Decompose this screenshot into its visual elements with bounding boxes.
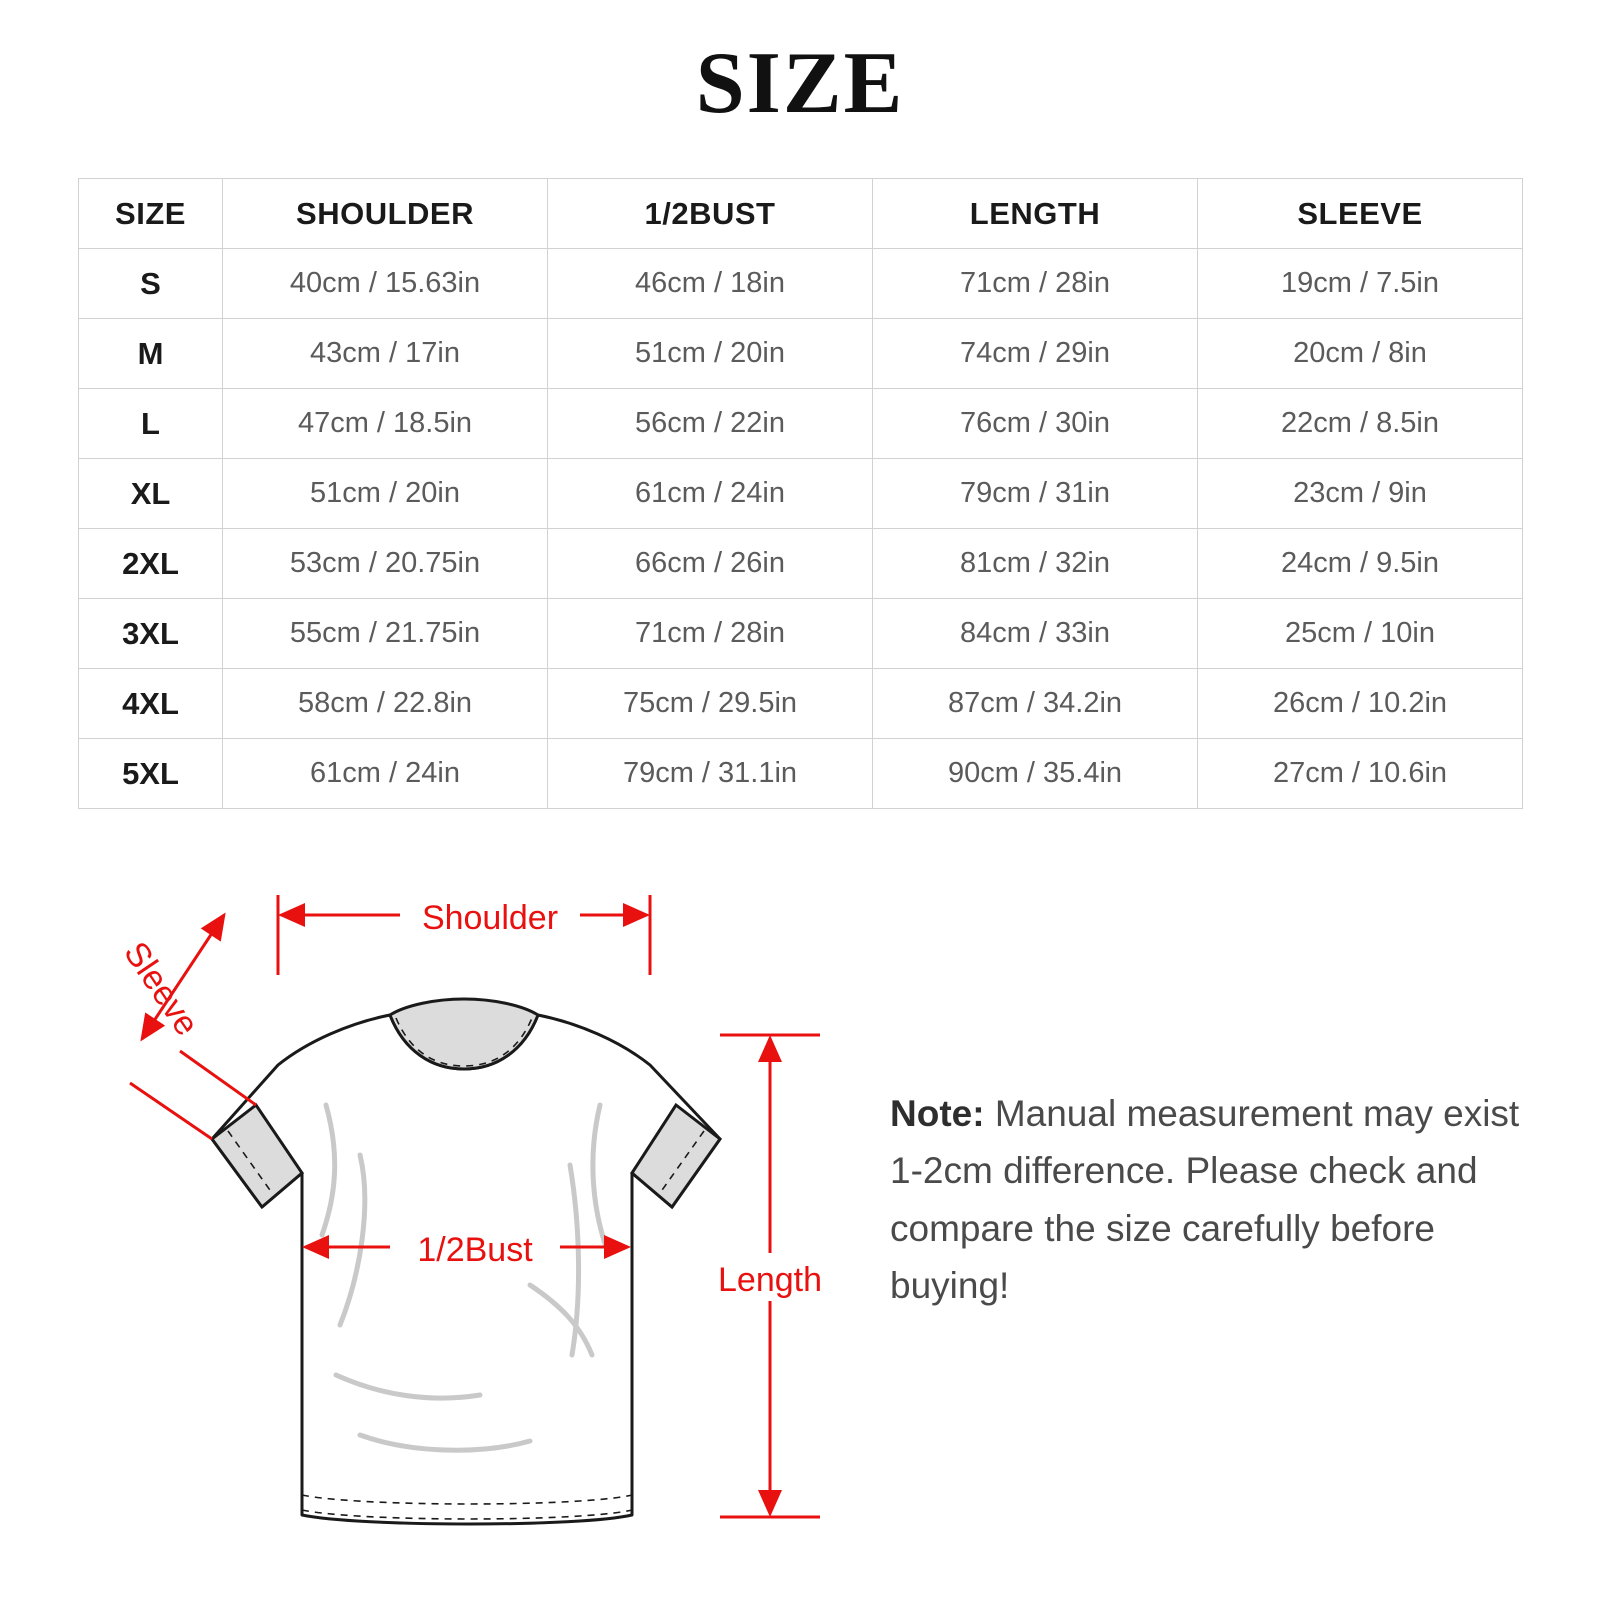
cell-half-bust: 66cm / 26in xyxy=(548,529,873,599)
shoulder-dimension xyxy=(278,891,650,975)
shoulder-label: Shoulder xyxy=(421,899,559,937)
cell-sleeve: 27cm / 10.6in xyxy=(1198,739,1523,809)
cell-shoulder: 40cm / 15.63in xyxy=(223,249,548,319)
cell-size: S xyxy=(79,249,223,319)
cell-length: 74cm / 29in xyxy=(873,319,1198,389)
table-header-row xyxy=(79,179,1523,249)
column-header-size: SIZE xyxy=(79,179,223,249)
cell-half-bust: 51cm / 20in xyxy=(548,319,873,389)
measurement-diagram xyxy=(60,855,860,1555)
cell-shoulder: 51cm / 20in xyxy=(223,459,548,529)
sleeve-label: Sleeve xyxy=(116,935,206,1043)
cell-half-bust: 61cm / 24in xyxy=(548,459,873,529)
table-row xyxy=(79,599,1523,669)
cell-half-bust: 75cm / 29.5in xyxy=(548,669,873,739)
note-prefix: Note: xyxy=(890,1093,985,1134)
page-title: SIZE xyxy=(695,35,905,132)
cell-length: 87cm / 34.2in xyxy=(873,669,1198,739)
cell-length: 90cm / 35.4in xyxy=(873,739,1198,809)
cell-size: 4XL xyxy=(79,669,223,739)
cell-sleeve: 24cm / 9.5in xyxy=(1198,529,1523,599)
cell-sleeve: 26cm / 10.2in xyxy=(1198,669,1523,739)
cell-length: 71cm / 28in xyxy=(873,249,1198,319)
half-bust-label: 1/2Bust xyxy=(417,1231,533,1269)
cell-size: 3XL xyxy=(79,599,223,669)
length-label: Length xyxy=(718,1261,822,1299)
column-header-shoulder: SHOULDER xyxy=(223,179,548,249)
cell-length: 76cm / 30in xyxy=(873,389,1198,459)
sleeve-dimension xyxy=(116,915,256,1139)
table-row xyxy=(79,249,1523,319)
size-table xyxy=(78,178,1523,809)
table-row xyxy=(79,319,1523,389)
note-text: Manual measurement may exist 1-2cm difference. Please check and compare the size carefully before buying! xyxy=(890,1093,1520,1307)
cell-size: L xyxy=(79,389,223,459)
cell-half-bust: 71cm / 28in xyxy=(548,599,873,669)
cell-half-bust: 79cm / 31.1in xyxy=(548,739,873,809)
cell-shoulder: 43cm / 17in xyxy=(223,319,548,389)
column-header-length: LENGTH xyxy=(873,179,1198,249)
cell-shoulder: 58cm / 22.8in xyxy=(223,669,548,739)
table-row xyxy=(79,459,1523,529)
note-block xyxy=(890,1085,1530,1314)
cell-half-bust: 46cm / 18in xyxy=(548,249,873,319)
table-row xyxy=(79,669,1523,739)
cell-size: M xyxy=(79,319,223,389)
table-row xyxy=(79,739,1523,809)
cell-half-bust: 56cm / 22in xyxy=(548,389,873,459)
cell-shoulder: 55cm / 21.75in xyxy=(223,599,548,669)
cell-sleeve: 19cm / 7.5in xyxy=(1198,249,1523,319)
cell-length: 84cm / 33in xyxy=(873,599,1198,669)
cell-length: 81cm / 32in xyxy=(873,529,1198,599)
length-dimension xyxy=(718,1035,822,1517)
cell-size: XL xyxy=(79,459,223,529)
cell-shoulder: 61cm / 24in xyxy=(223,739,548,809)
table-row xyxy=(79,529,1523,599)
cell-size: 2XL xyxy=(79,529,223,599)
cell-sleeve: 22cm / 8.5in xyxy=(1198,389,1523,459)
cell-sleeve: 25cm / 10in xyxy=(1198,599,1523,669)
table-row xyxy=(79,389,1523,459)
column-header-sleeve: SLEEVE xyxy=(1198,179,1523,249)
cell-length: 79cm / 31in xyxy=(873,459,1198,529)
cell-size: 5XL xyxy=(79,739,223,809)
cell-sleeve: 20cm / 8in xyxy=(1198,319,1523,389)
column-header-half-bust: 1/2BUST xyxy=(548,179,873,249)
cell-shoulder: 47cm / 18.5in xyxy=(223,389,548,459)
cell-shoulder: 53cm / 20.75in xyxy=(223,529,548,599)
cell-sleeve: 23cm / 9in xyxy=(1198,459,1523,529)
